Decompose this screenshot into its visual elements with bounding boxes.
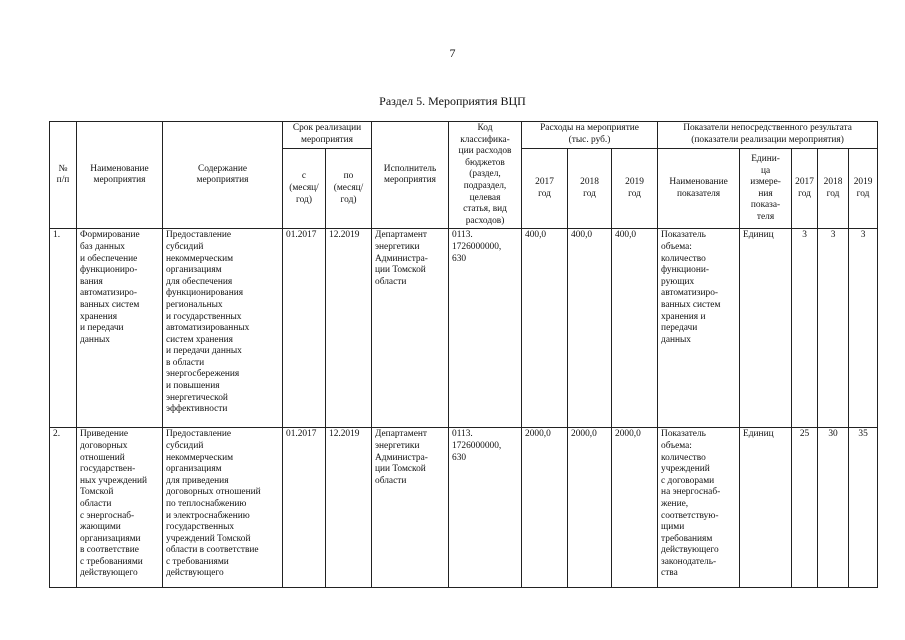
- row-content: Предоставление субсидий некоммерческим организациям для обеспечения функционирования региональных и государственных автоматизированных систем хранения и передачи данных в области энергосбережения и повышения энергетической эффективности: [163, 229, 283, 428]
- row-result-2019: 35: [849, 428, 878, 588]
- header-executor: Исполнитель мероприятия: [372, 122, 449, 229]
- header-result-2018: 2018 год: [818, 149, 849, 229]
- row-to: 12.2019: [326, 229, 372, 428]
- row-from: 01.2017: [283, 229, 326, 428]
- row-indicator: Показатель объема: количество функциони- рующих автоматизиро- ванных систем хранения и передачи данных: [658, 229, 740, 428]
- header-indicator: Наименование показателя: [658, 149, 740, 229]
- row-result-2017: 3: [792, 229, 818, 428]
- section-title: Раздел 5. Мероприятия ВЦП: [379, 94, 526, 108]
- row-to: 12.2019: [326, 428, 372, 588]
- header-result-2019: 2019 год: [849, 149, 878, 229]
- row-indicator: Показатель объема: количество учреждений с договорами на энергоснаб- жение, соответствую- щими требованиям действующего законодатель- ства: [658, 428, 740, 588]
- header-row-top: [50, 122, 878, 149]
- row-expense-2017: 2000,0: [522, 428, 568, 588]
- row-content: Предоставление субсидий некоммерческим организациям для приведения договорных отношений по теплоснабжению и электроснабжению государственных учреждений Томской области в соответствие с требованиями действующего: [163, 428, 283, 588]
- header-result-2017: 2017 год: [792, 149, 818, 229]
- row-result-2019: 3: [849, 229, 878, 428]
- table-row: [50, 428, 878, 588]
- row-code: 0113. 1726000000, 630: [449, 428, 522, 588]
- activities-table: [49, 121, 878, 588]
- row-name: Приведение договорных отношений государствен- ных учреждений Томской области с энергоснаб- жающими организациями в соответствие с требованиями действующего: [77, 428, 163, 588]
- header-results: Показатели непосредственного результата (показатели реализации мероприятия): [658, 122, 878, 149]
- row-result-2017: 25: [792, 428, 818, 588]
- row-unit: Единиц: [740, 229, 792, 428]
- row-result-2018: 30: [818, 428, 849, 588]
- row-expense-2019: 400,0: [612, 229, 658, 428]
- row-expense-2018: 2000,0: [568, 428, 612, 588]
- header-from: с (месяц/ год): [283, 149, 326, 229]
- header-unit: Едини- ца измере- ния показа- теля: [740, 149, 792, 229]
- row-executor: Департамент энергетики Администра- ции Томской области: [372, 428, 449, 588]
- row-unit: Единиц: [740, 428, 792, 588]
- header-to: по (месяц/ год): [326, 149, 372, 229]
- header-num: № п/п: [50, 122, 77, 229]
- row-expense-2017: 400,0: [522, 229, 568, 428]
- row-result-2018: 3: [818, 229, 849, 428]
- row-expense-2018: 400,0: [568, 229, 612, 428]
- row-code: 0113. 1726000000, 630: [449, 229, 522, 428]
- header-name: Наименование мероприятия: [77, 122, 163, 229]
- header-expense-2018: 2018 год: [568, 149, 612, 229]
- header-content: Содержание мероприятия: [163, 122, 283, 229]
- row-num: 1.: [50, 229, 77, 428]
- header-expense-2019: 2019 год: [612, 149, 658, 229]
- header-period: Срок реализации мероприятия: [283, 122, 372, 149]
- row-from: 01.2017: [283, 428, 326, 588]
- row-executor: Департамент энергетики Администра- ции Томской области: [372, 229, 449, 428]
- header-code: Код классифика- ции расходов бюджетов (раздел, подраздел, целевая статья, вид расходов): [449, 122, 522, 229]
- page-number: 7: [449, 46, 456, 60]
- header-expense-2017: 2017 год: [522, 149, 568, 229]
- row-expense-2019: 2000,0: [612, 428, 658, 588]
- table-row: [50, 229, 878, 428]
- row-name: Формирование баз данных и обеспечение функциониро- вания автоматизиро- ванных систем хранения и передачи данных: [77, 229, 163, 428]
- row-num: 2.: [50, 428, 77, 588]
- header-expenses: Расходы на мероприятие (тыс. руб.): [522, 122, 658, 149]
